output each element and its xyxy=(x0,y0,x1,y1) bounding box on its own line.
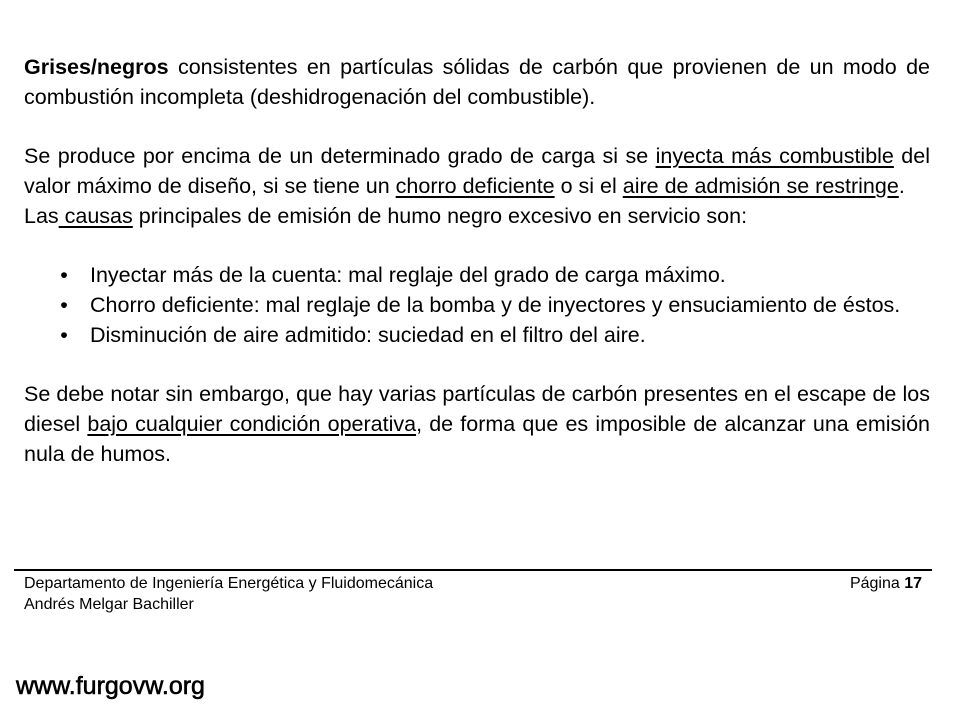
paragraph-causes-intro xyxy=(24,141,930,201)
page-number xyxy=(850,573,922,594)
page-footer xyxy=(24,573,922,615)
bullet-marker: • xyxy=(60,263,68,287)
list-item-text: Disminución de aire admitido: suciedad en el filtro del aire. xyxy=(90,323,646,347)
underlined-phrase: aire de admisión se restringe xyxy=(622,174,899,198)
paragraph-grises-negros xyxy=(24,52,930,112)
underlined-phrase: chorro deficiente xyxy=(395,174,555,198)
bold-term: Grises/negros xyxy=(24,55,169,79)
paragraph-text: principales de emisión de humo negro excesivo en servicio son: xyxy=(132,204,748,228)
list-item xyxy=(24,320,930,350)
paragraph-spacer xyxy=(24,231,930,260)
paragraph-text: Se debe notar sin embargo, que hay varias partículas de carbón presentes en el escape de los diesel xyxy=(24,382,930,436)
paragraph-conclusion xyxy=(24,379,930,469)
paragraph-spacer xyxy=(24,112,930,141)
paragraph-text: , de forma que es imposible de alcanzar una emisión nula de humos. xyxy=(24,412,930,466)
page-number-value: 17 xyxy=(904,575,922,592)
underlined-phrase: bajo cualquier condición operativa xyxy=(87,412,417,436)
list-item xyxy=(24,260,930,290)
footer-divider xyxy=(14,569,932,571)
paragraph-text: del valor máximo de diseño, si se tiene un xyxy=(24,144,930,198)
page-label: Página xyxy=(849,575,905,592)
paragraph-text: Las xyxy=(24,204,59,228)
paragraph-text: o si el xyxy=(554,174,623,198)
underlined-phrase: inyecta más combustible xyxy=(655,144,894,168)
footer-department: Departamento de Ingeniería Energética y Fluidomecánica xyxy=(24,575,434,592)
list-item-text: Inyectar más de la cuenta: mal reglaje del grado de carga máximo. xyxy=(90,263,726,287)
site-watermark: www.furgovw.org xyxy=(16,672,205,700)
document-body xyxy=(24,52,930,469)
causes-list xyxy=(24,260,930,350)
list-item-text: Chorro deficiente: mal reglaje de la bomba y de inyectores y ensuciamiento de éstos. xyxy=(90,293,901,317)
paragraph-spacer xyxy=(24,350,930,379)
list-item xyxy=(24,290,930,320)
paragraph-text: Se produce por encima de un determinado grado de carga si se xyxy=(24,144,656,168)
paragraph-main-causes xyxy=(24,201,930,231)
bullet-marker: • xyxy=(60,293,68,317)
footer-author: Andrés Melgar Bachiller xyxy=(24,596,194,613)
underlined-phrase: causas xyxy=(58,204,133,228)
bullet-marker: • xyxy=(60,323,68,347)
paragraph-text: . xyxy=(898,174,905,198)
paragraph-text: consistentes en partículas sólidas de carbón que provienen de un modo de combustión incompleta (deshidrogenación del combustible). xyxy=(24,55,930,109)
